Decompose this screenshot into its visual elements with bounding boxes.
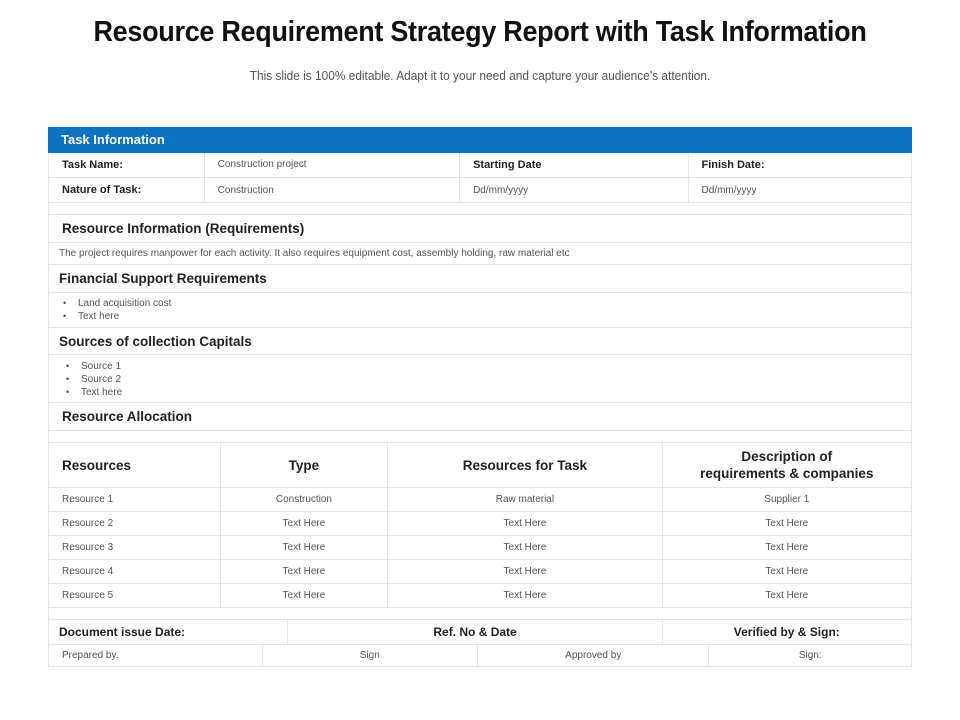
column-header-resources-for-task: Resources for Task <box>388 443 662 487</box>
table-cell: Resource 2 <box>49 512 221 535</box>
sign-label-2: Sign: <box>798 650 822 661</box>
verified-sign-label: Verified by & Sign: <box>733 625 840 639</box>
finish-date-label: Finish Date: <box>701 159 765 171</box>
nature-label: Nature of Task: <box>49 178 205 202</box>
table-cell: Text Here <box>221 536 389 559</box>
table-cell: Text Here <box>765 590 809 601</box>
nature-row <box>48 178 912 203</box>
table-cell: Text Here <box>388 560 662 583</box>
spacer <box>48 608 912 620</box>
table-cell: Text Here <box>221 560 389 583</box>
allocation-header-row <box>48 403 912 431</box>
capitals-list <box>49 355 122 402</box>
allocation-header: Resource Allocation <box>62 409 193 424</box>
approved-by-label: Approved by <box>478 645 709 666</box>
table-cell: Supplier 1 <box>764 494 810 505</box>
prepared-by-label: Prepared by. <box>49 645 263 666</box>
table-cell: Resource 5 <box>49 584 221 607</box>
table-cell: Text Here <box>765 542 809 553</box>
starting-date-label: Starting Date <box>460 153 688 177</box>
table-cell: Text Here <box>765 518 809 529</box>
footer-row-1 <box>48 620 912 645</box>
table-row <box>48 584 912 608</box>
table-cell: Resource 1 <box>49 488 221 511</box>
footer-row-2 <box>48 645 912 667</box>
task-name-row <box>48 153 912 178</box>
sign-label: Sign <box>263 645 479 666</box>
table-cell: Text Here <box>221 584 389 607</box>
table-cell: Text Here <box>388 536 662 559</box>
resource-info-header-row <box>48 215 912 243</box>
column-header-resources: Resources <box>49 443 221 487</box>
column-header-description-line2: requirements & companies <box>700 466 874 481</box>
page-title: Resource Requirement Strategy Report with Task Information <box>93 16 867 48</box>
financial-list <box>49 293 171 327</box>
resource-info-header: Resource Information (Requirements) <box>62 221 305 236</box>
list-item: • Land acquisition cost <box>63 297 171 310</box>
table-row <box>48 560 912 584</box>
table-cell: Raw material <box>388 488 662 511</box>
financial-header: Financial Support Requirements <box>59 271 267 286</box>
capitals-list-row <box>48 355 912 403</box>
capitals-header-row <box>48 328 912 355</box>
table-cell: Text Here <box>388 512 662 535</box>
task-name-value: Construction project <box>205 153 460 177</box>
table-cell: Text Here <box>388 584 662 607</box>
column-header-description-line1: Description of <box>741 449 833 464</box>
list-item: • Source 2 <box>66 373 122 386</box>
table-row <box>48 536 912 560</box>
report-document <box>48 127 912 667</box>
table-cell: Text Here <box>765 566 809 577</box>
table-cell: Resource 3 <box>49 536 221 559</box>
task-information-header: Task Information <box>48 127 912 153</box>
resource-info-text: The project requires manpower for each activity. It also requires equipment cost, assembly holding, raw material etc <box>59 248 570 259</box>
spacer <box>48 431 912 443</box>
capitals-header: Sources of collection Capitals <box>59 333 252 349</box>
table-row <box>48 512 912 536</box>
financial-list-row <box>48 293 912 328</box>
allocation-table-header <box>48 443 912 488</box>
table-cell: Resource 4 <box>49 560 221 583</box>
nature-value: Construction <box>205 178 460 202</box>
list-item: • Source 1 <box>66 360 122 373</box>
resource-info-text-row <box>48 243 912 265</box>
list-item: • Text here <box>66 386 122 399</box>
list-item: • Text here <box>63 310 171 323</box>
financial-header-row <box>48 265 912 293</box>
column-header-type: Type <box>221 443 389 487</box>
start-date-value: Dd/mm/yyyy <box>460 178 688 202</box>
table-cell: Text Here <box>221 512 389 535</box>
spacer <box>48 203 912 215</box>
finish-date-value: Dd/mm/yyyy <box>701 184 757 196</box>
table-cell: Construction <box>221 488 389 511</box>
ref-no-date-label: Ref. No & Date <box>288 620 662 644</box>
column-header-description <box>663 443 911 487</box>
page-subtitle: This slide is 100% editable. Adapt it to your need and capture your audience’s attention. <box>249 69 711 83</box>
task-name-label: Task Name: <box>49 153 205 177</box>
document-issue-date-label: Document issue Date: <box>49 620 288 644</box>
table-row <box>48 488 912 512</box>
